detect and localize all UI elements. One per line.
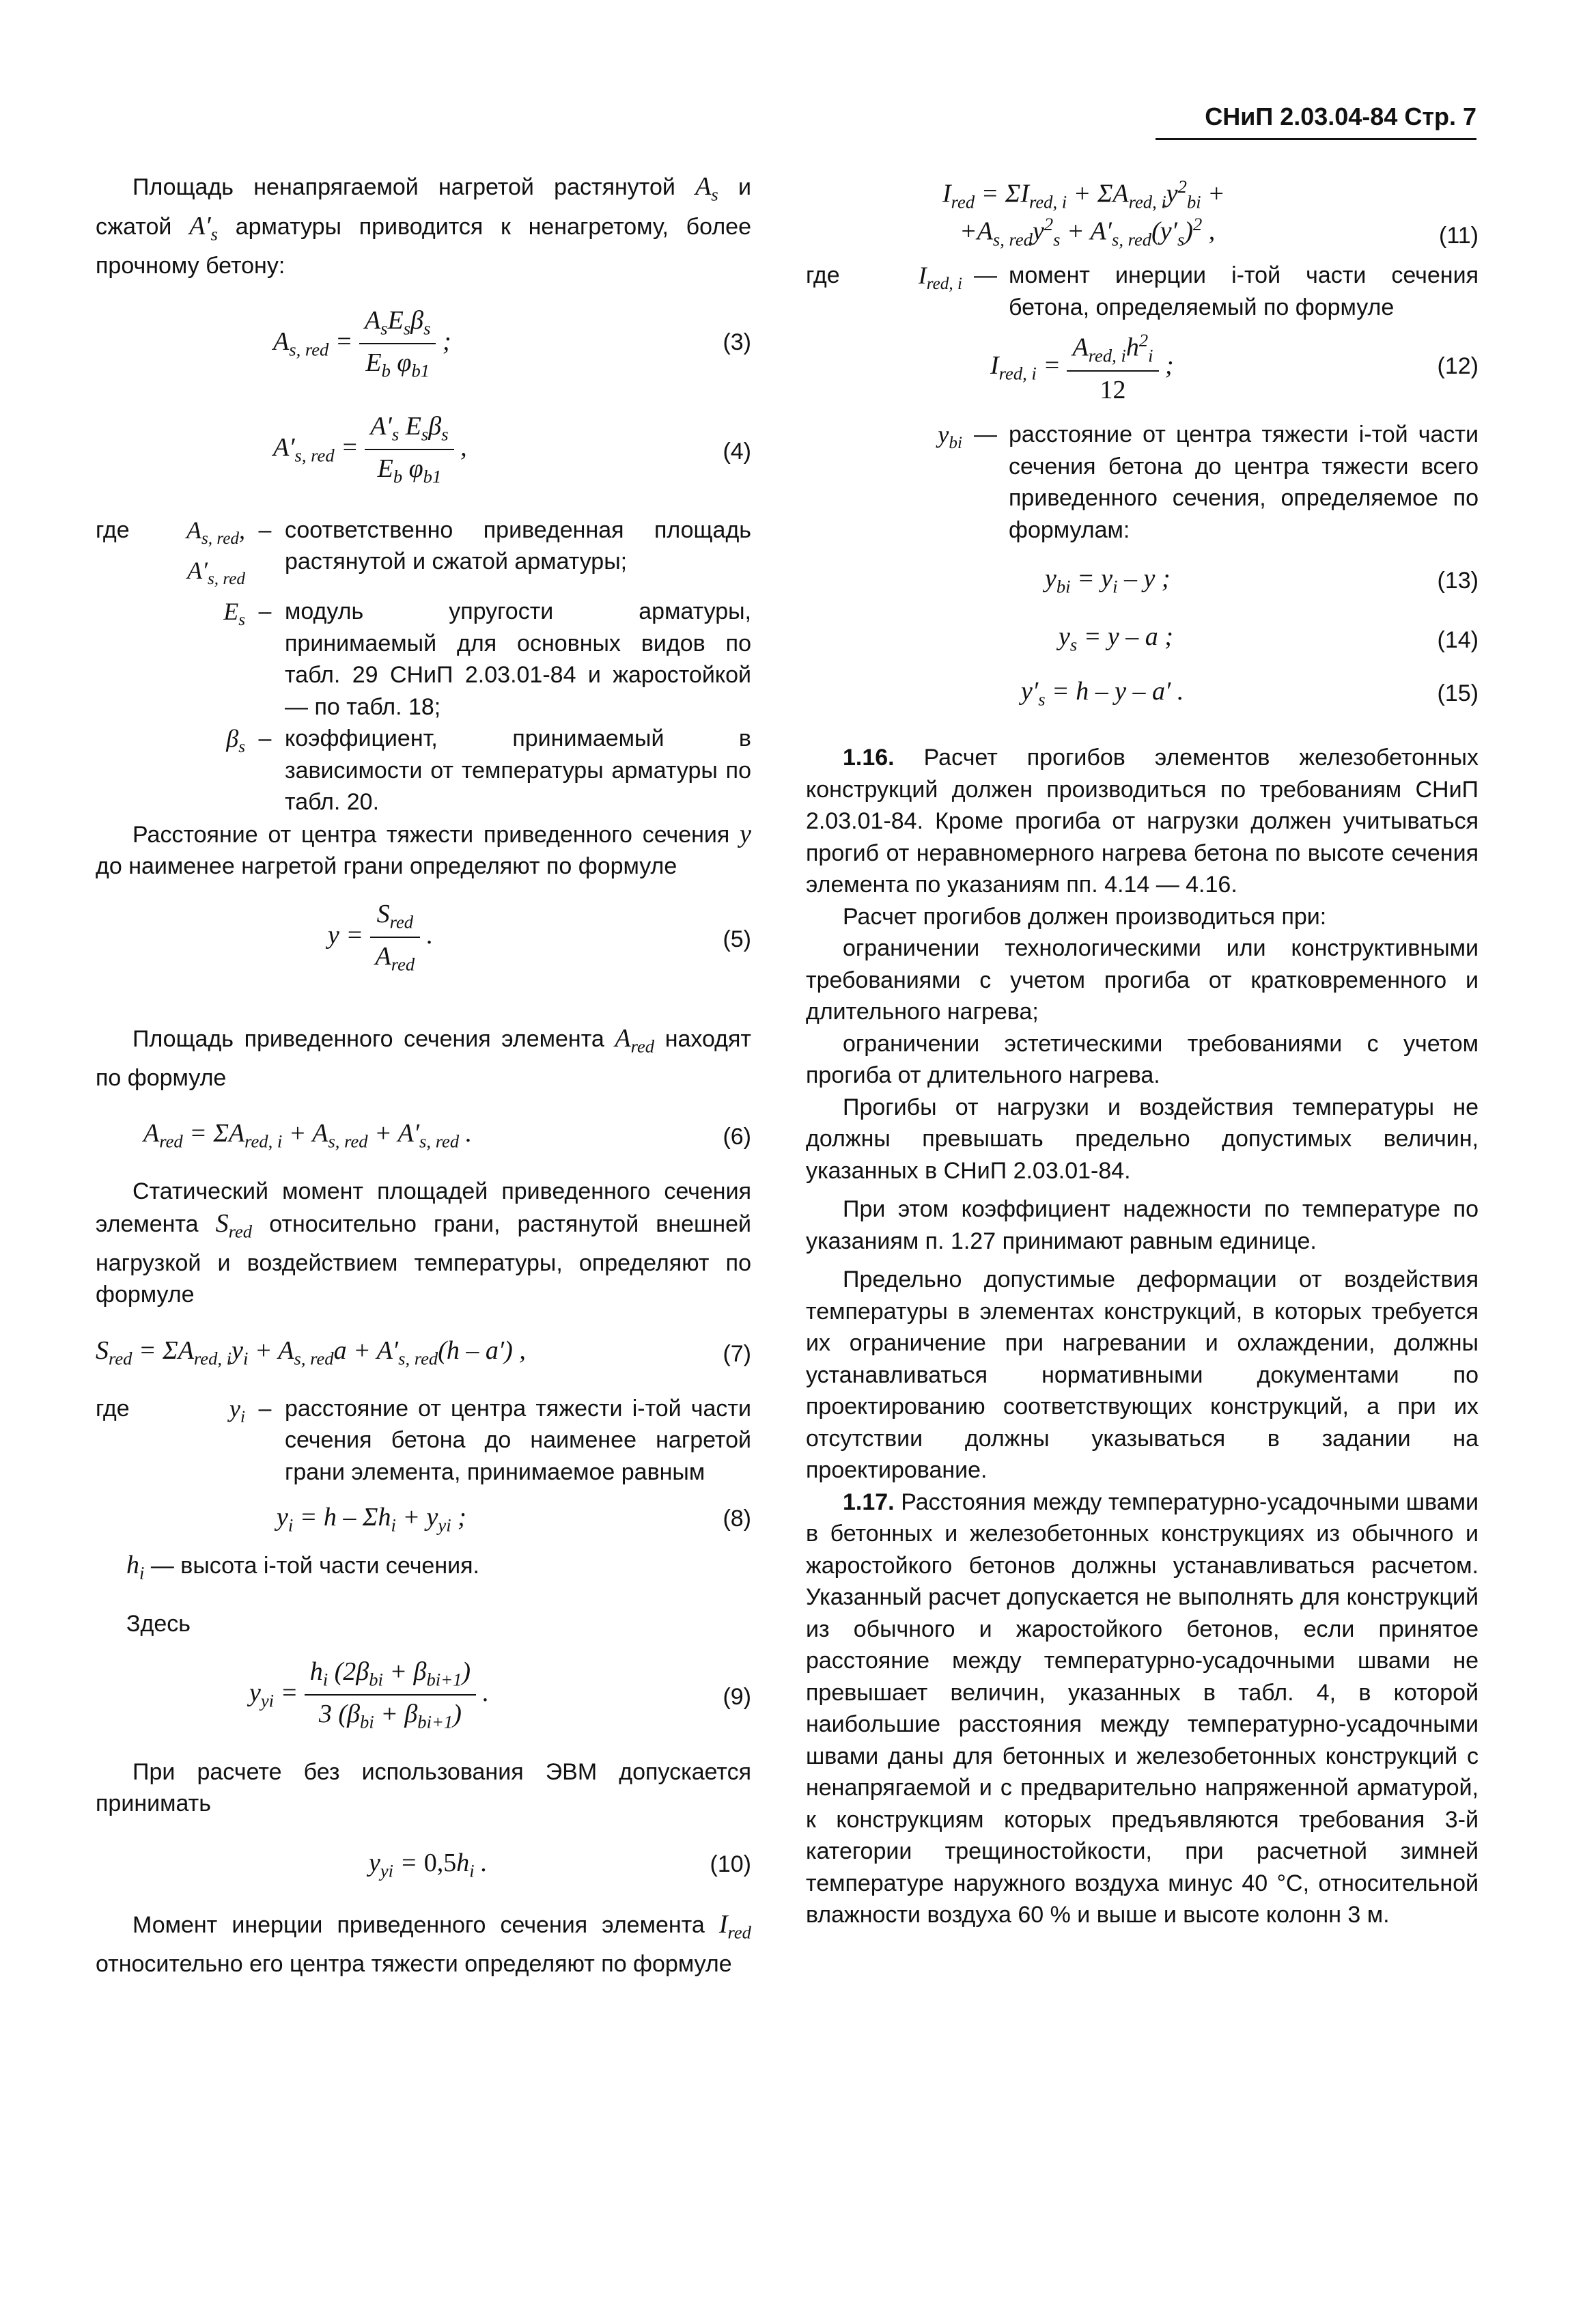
formula-12: $I_{red, i}$ = $\frac{A_{red, i}h^2_i}{12}$ ; (12) <box>990 330 1479 404</box>
symbol-as-prime: $A'_s$ <box>189 212 218 245</box>
symbol-as: $A_s$ <box>695 172 718 205</box>
paragraph-evm: При расчете без использования ЭВМ допускается принимать <box>96 1758 751 1817</box>
left-column <box>96 171 751 1980</box>
formula-8: $y_i = h - \Sigma h_i + y_{yi}$ ; (8) <box>277 1503 751 1536</box>
label-zdes: Здесь <box>126 1611 191 1637</box>
formula-14: $y_s = y - a$ ; (14) <box>1059 622 1479 655</box>
formula-13: $y_{bi} = y_i - y$ ; (13) <box>1045 564 1479 597</box>
paragraph-inertia: Момент инерции приведенного сечения элемента $I_{red}$ относительно его центра тяжести определяют по формуле <box>96 1909 751 1977</box>
section-1-16: 1.16. Расчет прогибов элементов железобетонных конструкций должен производиться по требованиям СНиП 2.03.01-84. Кроме прогиба от нагрузки должен учитываться прогиб от неравномерного нагрева бетона по высоте сечения элемента по указаниям пп. 4.14 — 4.16. <box>806 745 1479 898</box>
definitions-1: где $A_{s, red}$, $A'_{s, red}$ – соответственно приведенная площадь растянутой и сжатой арматуры; $E_s$ – модуль упругости арматуры, принимаемый для основных видов по табл. 29 СНиП 2.03.01-84 и жаростойкой — по табл. 18; $\beta_s$ – коэффициент, принимаемый в зависимости от температуры арматуры по табл. 20. <box>96 514 751 818</box>
symbol-beta: $\beta_s$ <box>226 725 245 757</box>
formula-7: $S_{red} = \Sigma A_{red, i}y_i + A_{s, red}a + A'_{s, red}(h - a')$ , (7) <box>96 1336 751 1369</box>
formula-15: $y'_s = h - y - a'$ . (15) <box>1021 677 1479 710</box>
formula-10: $y_{yi} = 0,5h_i$ . (10) <box>369 1848 751 1881</box>
paragraph-reinforcement: Площадь ненапрягаемой нагретой растянутой $A_s$ и сжатой $A'_s$ арматуры приводится к ненагретому, более прочному бетону: <box>96 172 751 279</box>
symbol-as-red: $A_{s, red}$, $A'_{s, red}$ <box>186 516 245 589</box>
paragraph-limits: Прогибы от нагрузки и воздействия температуры не должны превышать предельно допустимых величин, указанных в СНиП 2.03.01-84. <box>806 1094 1479 1184</box>
paragraph-static-moment: Статический момент площадей приведенного сечения элемента $S_{red}$ относительно грани, растянутой внешней нагрузкой и воздействием температуры, определяют по формуле <box>96 1178 751 1308</box>
formula-4: $A'_{s, red}$ = $\frac{A'_s E_s\beta_s}{E_b \varphi_{b1}}$ , (4) <box>273 411 751 487</box>
section-1-17: 1.17. Расстояния между температурно-усадочными швами в бетонных и железобетонных конструкциях из обычного и жаростойкого бетонов должны устанавливаться расчетом. Указанный расчет допускается не выполнять для конструкций из обычного и жаростойкого бетонов, если принятое расстояние между температурно-усадочными швами не превышает величин, указанных в табл. 4, в которой наибольшие расстояния между температурно-усадочными швами даны для бетонных и железобетонных конструкций с ненапрягаемой и с предварительно напряженной арматурой, к конструкциям которых предъявляются требования 3-й категории трещиностойкости, при расчетной зимней температуре наружного воздуха минус 40 °С, относительной влажности воздуха 60 % и выше и высоте колонн 3 м. <box>806 1489 1479 1928</box>
definitions-4: $y_{bi}$ — расстояние от центра тяжести i-той части сечения бетона до центра тяжести всего приведенного сечения, определяемое по формулам: <box>806 419 1479 546</box>
definition-hi: $h_i$ — высота i-той части сечения. <box>126 1551 479 1583</box>
symbol-es: $E_s$ <box>223 598 245 630</box>
formula-9: $y_{yi}$ = $\frac{h_i (2\beta_{bi} + \beta_{bi+1})}{3 (\beta_{bi} + \beta_{bi+1})}$ . (9) <box>249 1657 751 1732</box>
paragraph-area: Площадь приведенного сечения элемента $A_{red}$ находят по формуле <box>96 1023 751 1091</box>
formula-5: y = $\frac{S_{red}}{A_{red}}$ . (5) <box>328 899 751 975</box>
formula-6: $A_{red} = \Sigma A_{red, i} + A_{s, red} + A'_{s, red}$ . (6) <box>143 1119 751 1152</box>
page-header: СНиП 2.03.04-84 Стр. 7 <box>1156 102 1476 140</box>
formula-11: $I_{red} = \Sigma I_{red, i} + \Sigma A_{red, i}y^2_{bi}$ + $+A_{s, red}y^2_s + A'_{s, red}(y'_s)^2$ , (11) <box>942 176 1479 250</box>
symbol-ybi: $y_{bi}$ <box>938 421 962 453</box>
paragraph-deflection-when: Расчет прогибов должен производиться при: <box>843 903 1327 930</box>
paragraph-center: Расстояние от центра тяжести приведенного сечения y до наименее нагретой грани определяют по формуле <box>96 819 751 880</box>
definitions-3: где $I_{red, i}$ — момент инерции i-той части сечения бетона, определяемый по формуле <box>806 260 1479 323</box>
paragraph-tech-limit: ограничении технологическими или конструктивными требованиями с учетом прогиба от кратковременного и длительного нагрева; <box>806 935 1479 1025</box>
symbol-yi: $y_i$ <box>229 1394 245 1426</box>
definitions-2: где $y_i$ – расстояние от центра тяжести i-той части сечения бетона до наименее нагретой грани элемента, принимаемое равным <box>96 1393 751 1489</box>
formula-3: $A_{s, red}$ = $\frac{A_sE_s\beta_s}{E_b \varphi_{b1}}$ ; (3) <box>273 305 751 381</box>
right-column <box>806 171 1479 1931</box>
paragraph-deformations: Предельно допустимые деформации от воздействия температуры в элементах конструкций, в которых требуется их ограничение при нагревании и охлаждении, должны устанавливаться нормативными документами по проектированию соответствующих конструкций, а при их отсутствии должны указываться в задании на проектирование. <box>806 1267 1479 1483</box>
paragraph-reliability: При этом коэффициент надежности по температуре по указаниям п. 1.27 принимают равным единице. <box>806 1196 1479 1254</box>
paragraph-aesthetic-limit: ограничении эстетическими требованиями с учетом прогиба от длительного нагрева. <box>806 1030 1479 1088</box>
symbol-ired-i: $I_{red, i}$ <box>918 262 962 294</box>
